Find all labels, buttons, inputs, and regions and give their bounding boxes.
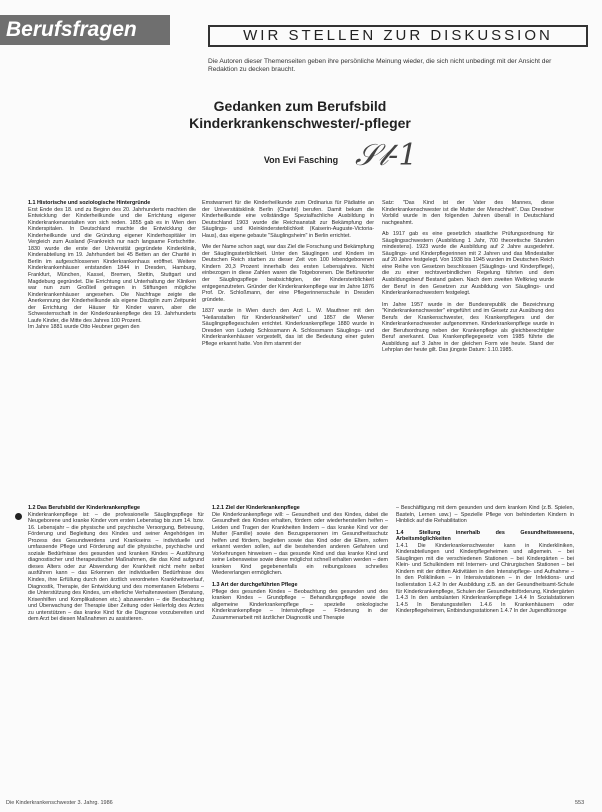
body-text: Kinderkrankenpflege ist: – die professionelle Säuglingspflege für Neugeborene und kranke Kinder vom ersten Lebenstag bis zum 14. bzw. 16. Lebensjahr – die physische und psychische Versorgung, Betreuung, Förderung und Begleitung des Kindes und seiner Angehörigen im Prozess des Gesundwerdens und Krankseins – individuelle und umfassende Pflege und Förderung auf die physische, psychische und soziale Bedürfnisse des gesunden und kranken Kindes – Ausführung diagnostischer und therapeutischer Maßnahmen, die das Kind aufgrund dieses Alters oder zur Abwendung der Krankheit nicht mehr selbst ausführen kann – das Erkennen der individuellen Bedürfnisse des Kindes, ihre Erfüllung durch den ärztlich verordneten Krankheitsverlauf, Diagnostik, Therapie, der Entwicklung und des momentanen Erlebens – die Unterstützung des Kindes, um elterliche Verhaltensweisen (Beratung, Krisenhilfen und Komplikationen etc.) abzuwenden – die Beobachtung und Überwachung der Therapie über Zeitung oder Heilerfolg des Arztes zu unterstützen – das kranke Kind für die Diagnose vorzubereiten und dem Arzt bei diesen Maßnahmen zu assistieren. [28, 511, 204, 623]
body-text: 1.4.1 Die Kinderkrankenschwester kann in Kinderkliniken, Kinderabteilungen und Kinderpflegeheimen und allgemein. – bei Säuglingen mit die verschiedenen Stationen – bei Kindergärten – bei Klein- und Schulkindern mit Internen- und Chirurgischen Stationen – bei Kindern mit der dritten Aktivitäten in den Intensivpflege- und Aufnahme – In den Polikliniken – in Intensivstationen – in der Infektions- und Isolierstation 1.4.2 In der Ausbildung z.B. an der Gesundheitsamt-Schule für Kinderkrankenpflege, Schulen der Gesundheitsförderung, Kindergärten 1.4.3 In den ambulanten Kinderkrankenpflege 1.4.4 In Sozialstationen 1.4.5 In Beratungsstellen 1.4.6 In Krankenhäusern oder Kinderpflegeheimen, Entbindungsstationen 1.4.7 In der Jugendfürsorge [396, 542, 574, 615]
upper-column-1 [28, 200, 196, 490]
section-heading: 1.4 Stellung innerhalb des Gesundheitswesens, Arbeitsmöglichkeiten [396, 529, 574, 543]
section-heading: 1.2.1 Ziel der Kinderkrankenpflege [212, 505, 300, 511]
section-banner: WIR STELLEN ZUR DISKUSSION [208, 25, 588, 47]
body-text: Pflege des gesunden Kindes – Beobachtung des gesunden und des kranken Kindes – Grundpflege – Behandlungspflege sowie die allgemeine Kinderkrankenpflege – spezielle onkologische Kinderkrankenpflege – Intensivpflege – Förderung in der Zusammenarbeit mit ärztlicher Diagnostik und Therapie [212, 588, 388, 621]
title-line-2: Kinderkrankenschwester/-pfleger [189, 115, 411, 131]
author-byline: Von Evi Fasching [263, 155, 339, 165]
body-text: Erst Ende des 18. und zu Beginn des 20. Jahrhunderts machten die Entwicklung der Kinderheilkunde und die Errichtung eigener Kinderkrankenanstalten von sich reden. 1855 gab es in Wien den Kinderspitalen. In Deutschland machte die Entwicklung der Kinderheilkunde und die Gründung eigener Kinderhospitäler im Vergleich zum Ausland (Frankreich nur nach langsame Fortschritte. 1830 wurde die erste der Universität gegründete Kinderklinik, Kinderabteilung im 19. Jahrhundert bei 45 Betten an der Charité in Berlin im aufgeschlossenen Kinderkrankenhaus eröffnet. Weitere Kinderkrankenhäuser entstanden 1844 in Dresden, Hamburg, Frankfurt, München, Kassel, Bremen, Stettin, Stuttgart und Magdeburg gegründet. Die Errichtung und Unterhaltung der Kliniken war nun zum Großteil getragen in Stiftungen mögliche Kinderkrankenhäuser angesehen. Die Nachfrage zeigte die Anerkennung der Kinderheilkunde als eigene Disziplin zum Zeitpunkt der Errichtung der Häuser für Kinder waren, aber die Schwesternschaft in der Kinderkrankenpflege des 19. Jahrhunderts Laufe Kinder, die Mitte des Jahres 100 Prozent. [28, 206, 196, 324]
handwritten-signature: 𝒮𝓁-1 [355, 138, 418, 173]
rubric-label: Berufsfragen [0, 15, 170, 45]
title-line-1: Gedanken zum Berufsbild [213, 98, 387, 114]
body-text: Satz: "Das Kind ist der Vater des Mannes, diese Kinderkrankenschwester ist die Mutter der Menschheit". Das Dresdner Vorbild wurde in den folgenden Jahren überall in Deutschland nachgeahmt. [382, 200, 554, 226]
body-text: – Beschäftigung mit dem gesunden und dem kranken Kind (z.B. Spielen, Basteln, Lernen usw.) – Spezielle Pflege von behinderten Kindern in Hinblick auf die Rehabilitation [396, 505, 574, 525]
article-title [110, 98, 490, 132]
body-text: 1837 wurde in Wien durch den Arzt L. W. Mauthner mit den "Heilanstalten für Kinderkrankheiten" und 1857 die Wiener Säuglingspflegeschulen errichtet. Kinderkrankenpflege 1880 wurde in Dresden von Ludwig Schlossmann A. Schlossmann Säuglings- und Kinderkrankenhäuser vorgestellt, das ist die Bedeutung einer guten Pflege erkannt hatte. Von ihm stammt der [202, 308, 374, 347]
lower-column-1 [28, 505, 204, 797]
section-heading: 1.2 Das Berufsbild der Kinderkrankenpflege [28, 505, 141, 511]
footer-publication: Die Kinderkrankenschwester 3. Jahrg. 1986 [6, 800, 113, 806]
upper-column-3 [382, 200, 554, 490]
lower-column-2 [212, 505, 388, 797]
lower-column-3 [396, 505, 574, 797]
body-text: Im Jahre 1957 wurde in der Bundesrepublik die Bezeichnung "Kinderkrankenschwester" eingeführt und im Gesetz zur Ausübung des Berufs der Krankenschwester, des Krankenpflegers und der Kinderkrankenschwester aufgenommen. Kinderkrankenpflege wurde in der Berufsordnung neben der Krankenpflege als gleichberechtigter Beruf anerkannt. Das Krankenpflegegesetz vom 1985 führte die Ausbildung auf 3 Jahre in der gleichen Form wie heute. Stand der Lehrplan der heute gilt. Das jüngste Datum: 1.10.1985. [382, 301, 554, 354]
upper-column-2 [202, 200, 374, 490]
section-heading: 1.1 Historische und soziologische Hintergründe [28, 200, 151, 206]
section-heading: 1.3 Art der durchgeführten Pflege [212, 582, 298, 589]
body-text: Die Kinderkrankenpflege will: – Gesundheit und des Kindes, dabei die Gesundheit des Kindes erhalten, fördern oder wiederherstellen helfen – Leiden und Tragen der Krankheiten lindern – das kranke Kind vor der Mutter (Familie) sowie den Bezugspersonen im Gesundheitsschutz helfen und fördern, begleiten sowie das Kind oder die Eltern, sofern erkannt werden sollen, auf die bestehenden anderen Gefahren und Vorkehrungen hinweisen – das gesunde Kind und das kranke Kind und seine Lebensweise sowie diese möglichst schnell erhalten werden – dem kranken Kind gegebenenfalls ein reibungsloses schnelles Wiedererlangen ermöglichen. [212, 511, 388, 577]
editorial-note: Die Autoren dieser Themenseiten geben ihre persönliche Meinung wieder, die sich nicht unbedingt mit der Ansicht der Redaktion zu decken braucht. [208, 58, 552, 73]
body-text: Ab 1917 gab es eine gesetzlich staatliche Prüfungsordnung für Säuglingsschwestern (Ausbildung 1 Jahr, 700 theoretische Stunden mindestens). 1923 wurde die Ausbildung auf 2 Jahre ausgedehnt. Säuglings- und Kinderpflegerinnen mit 2 Jahren und das Mindestalter auf 20 Jahre festgelegt. Von 1938 bis 1945 wurden im Deutschen Reich eine Reihe von Gesetzen beschlossen (Säuglings- und Kinderpflege), die zu einer rechtsverbindlichen Regelung führten und dem Ausbildungsberuf Bestand gaben. Nach dem zweiten Weltkrieg wurde der Beruf in den Gesetzen zur Ausbildung von Säuglings- und Kinderkrankenschwestern festgelegt. [382, 231, 554, 297]
page-number: 553 [575, 800, 585, 806]
body-text: Emstwarnert für die Kinderheilkunde zum Ordinarius für Pädiatrie an der Universitätsklinik Berlin (Charité) berufen. Damit bekam die Kinderheilkunde eine vollständige Spezialfachliche Ausbildung in Deutschland 1903 wurde die Reichsanstalt zur Bekämpfung der Säuglings- und Kleinkindersterblichkeit (Kaiserin-Auguste-Victoria-Haus), das eigene gebaute "Säuglingsheim" in Berlin errichtet. [202, 200, 374, 239]
body-text: Wie der Name schon sagt, war das Ziel die Forschung und Bekämpfung der Säuglingssterblichkeit. Unter den Säuglingen und Kindern im Deutschen Reich starben zu dieser Zeit von 100 lebendgeborenen Kindern 20,3 Prozent innerhalb des ersten Lebensjahres. Nicht einbezogen in diese Zahlen waren die Totgeborenen. Die Befürworter der Säuglingspflege beabsichtigten, der Kindersterblichkeit entgegenzutreten. Gründer der Kinderkrankenpflege war im Jahre 1876 Prof. Dr. Schloßmann, der eine Pflegerinnenschule in Dresden gründete. [202, 244, 374, 303]
bullet-dot-icon [15, 513, 22, 520]
body-text: Im Jahre 1881 wurde Otto Heubner gegen den [28, 324, 140, 331]
